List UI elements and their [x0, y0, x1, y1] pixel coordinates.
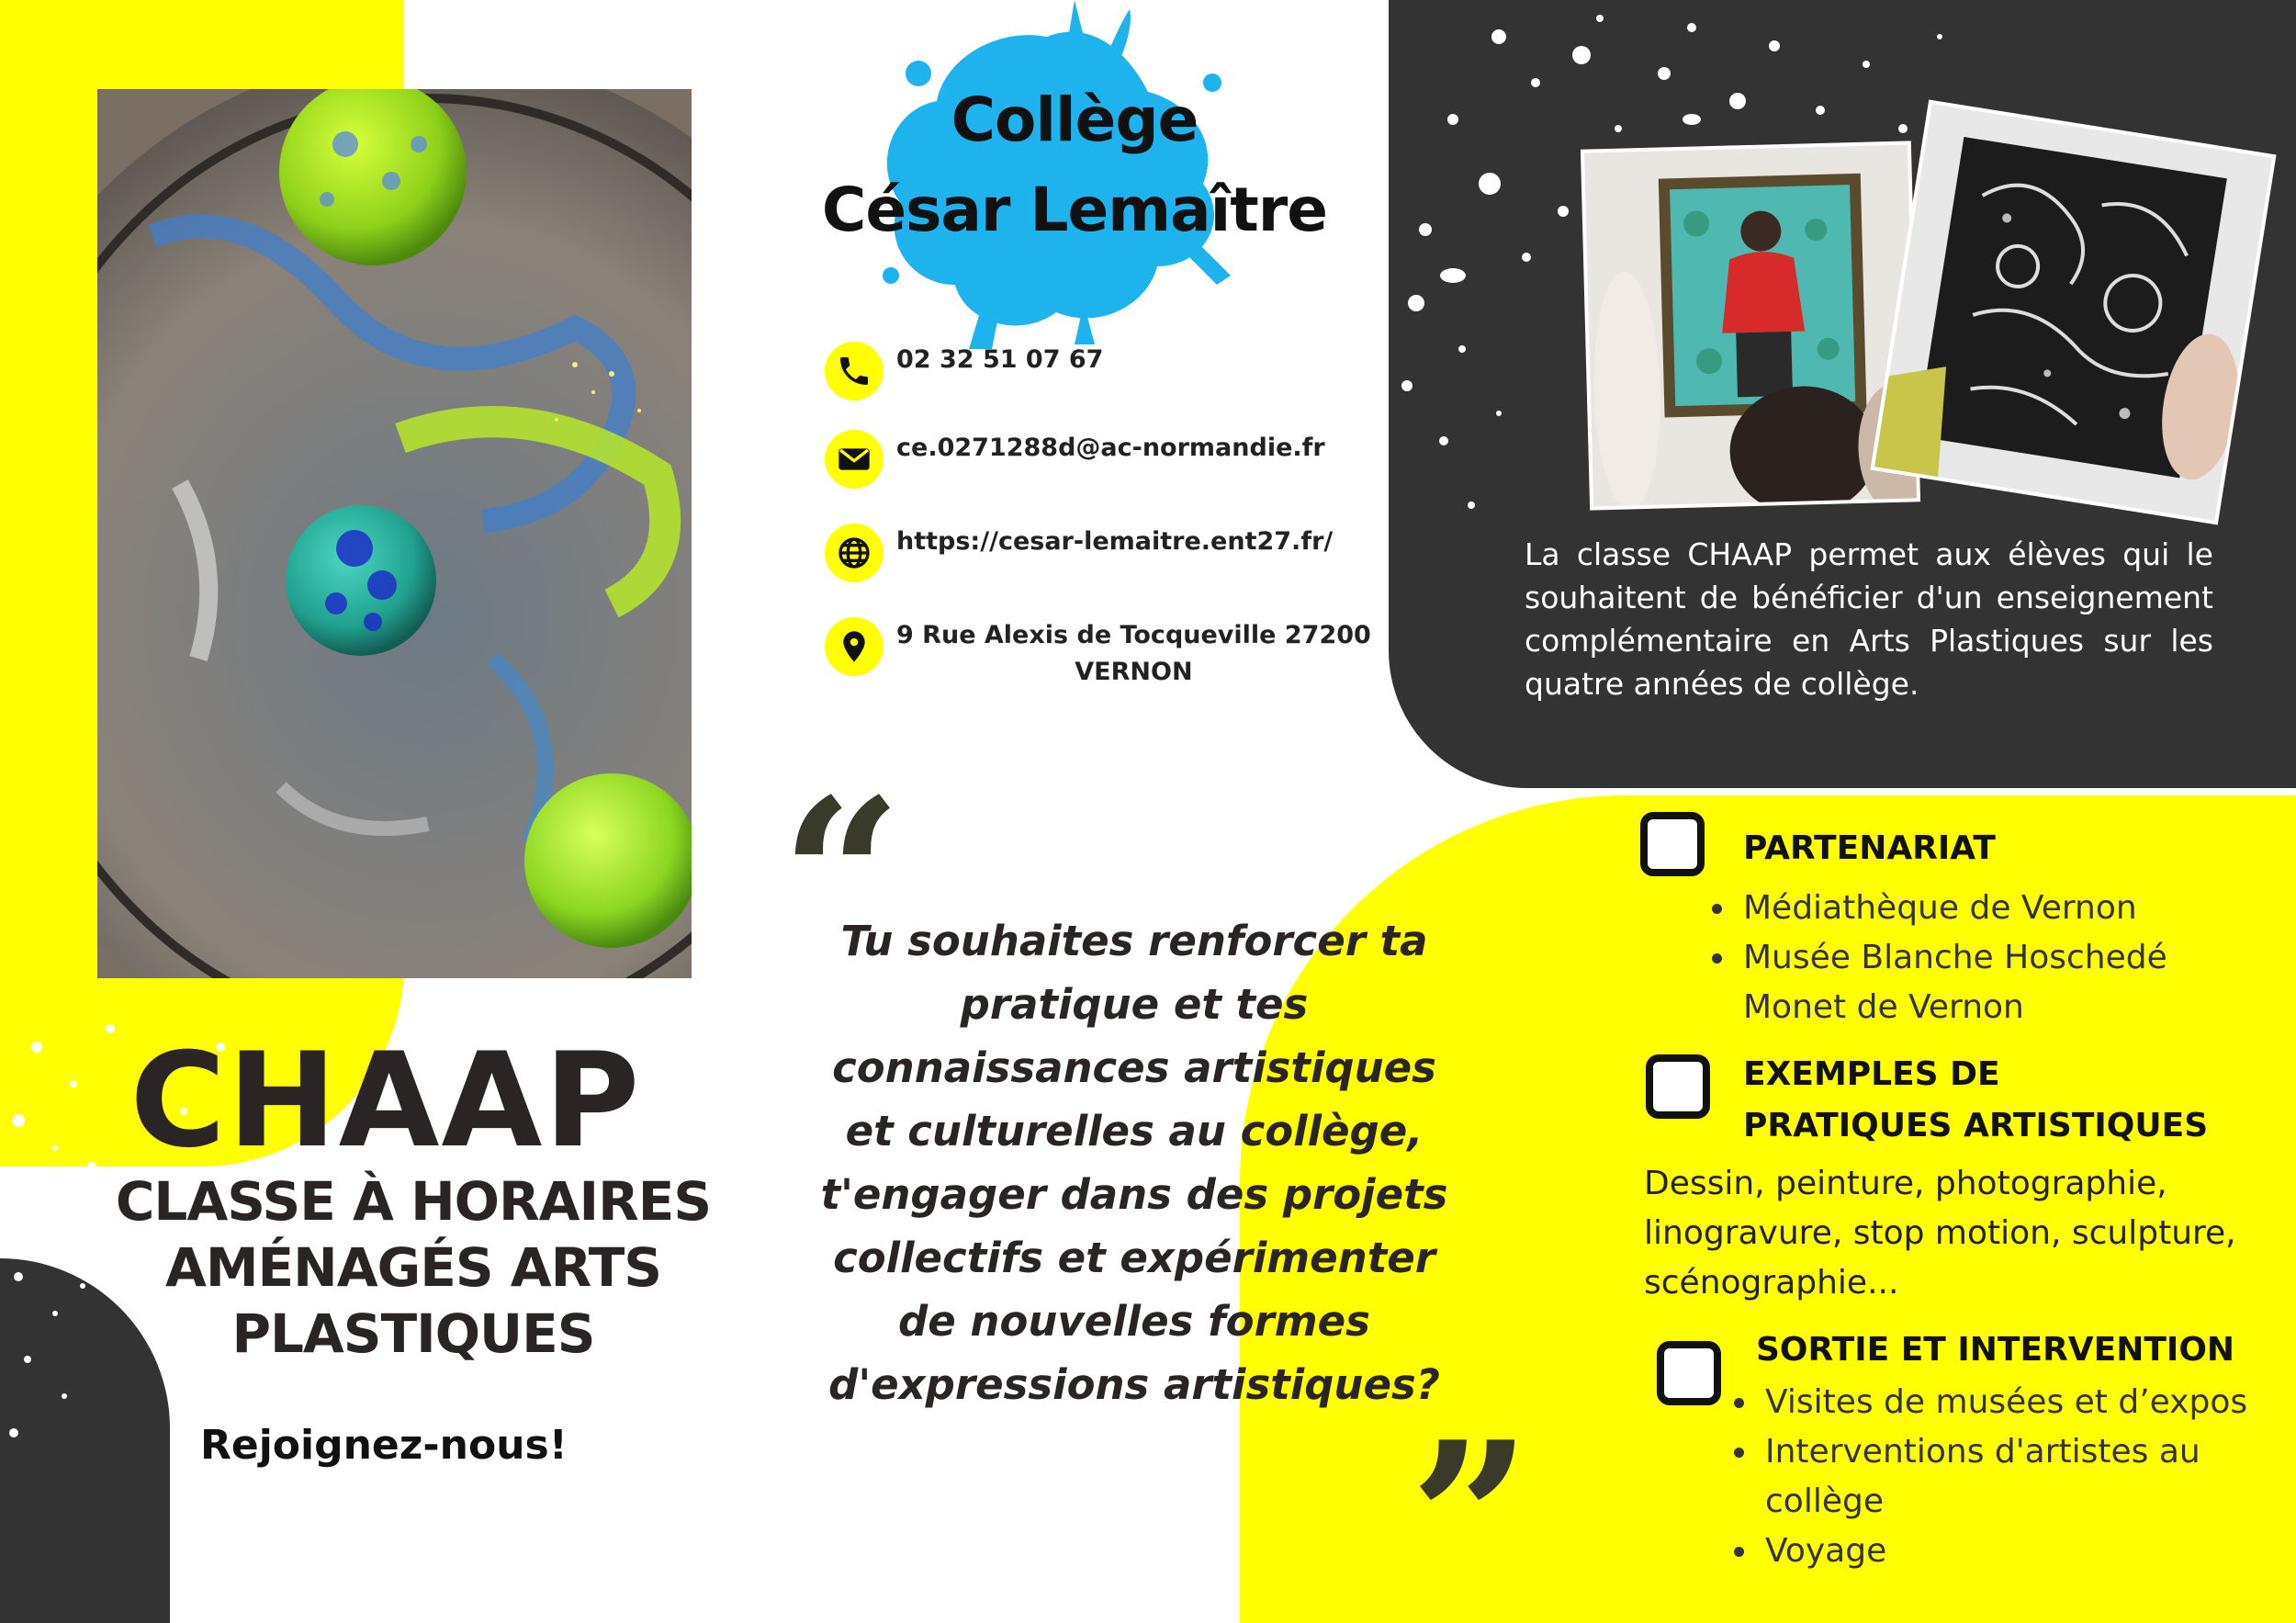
quote-line: pratique et tes [960, 980, 1309, 1029]
examples-heading-line: PRATIQUES ARTISTIQUES [1743, 1107, 2209, 1144]
quote-line: connaissances artistiques [832, 1043, 1436, 1092]
contact-address [825, 617, 1371, 691]
phone-number[interactable]: 02 32 51 07 67 [896, 345, 1104, 374]
partnership-heading: PARTENARIAT [1743, 829, 1996, 867]
quote-line: t'engager dans des projets [820, 1170, 1448, 1219]
program-subtitle-line: AMÉNAGÉS ARTS [164, 1236, 662, 1299]
program-subtitle-line: CLASSE À HORAIRES [115, 1170, 712, 1233]
address-line: VERNON [1075, 658, 1193, 686]
paint-balls-photo [97, 89, 692, 978]
call-to-action: Rejoignez-nous! [200, 1422, 568, 1469]
linocut-print-photo [1874, 104, 2272, 521]
program-description: La classe CHAAP permet aux élèves qui le souhaitent de bénéficier d'un enseignement complémentaire en Arts Plastiques sur les quatre années de collège. [1525, 536, 2213, 702]
quote-line: et culturelles au collège, [845, 1107, 1424, 1155]
contact-phone [825, 342, 1103, 400]
website-link[interactable]: https://cesar-lemaitre.ent27.fr/ [896, 527, 1334, 556]
globe-icon [825, 524, 884, 582]
quote-line: Tu souhaites renforcer ta [840, 917, 1428, 965]
partnership-checkbox[interactable] [1640, 812, 1705, 876]
examples-heading [1743, 1049, 2208, 1152]
map-pin-icon [825, 617, 884, 676]
contact-email [825, 430, 1325, 489]
examples-checkbox[interactable] [1646, 1054, 1710, 1119]
program-subtitle-line: PLASTIQUES [231, 1302, 595, 1365]
examples-heading-line: EXEMPLES DE [1743, 1055, 2000, 1093]
phone-icon [825, 342, 884, 400]
list-item: • Visites de musées et d’expos [1760, 1378, 2274, 1427]
list-item: • Médiathèque de Vernon [1738, 884, 2270, 933]
email-link[interactable]: ce.0271288d@ac-normandie.fr [896, 434, 1325, 462]
outings-checkbox[interactable] [1657, 1341, 1721, 1405]
address-text [896, 617, 1371, 691]
partnership-list [1701, 884, 2270, 1032]
program-subtitle [28, 1168, 799, 1367]
contact-website [825, 524, 1333, 582]
museum-visit-photo [1584, 144, 1917, 506]
list-item: • Interventions d'artistes au collège [1760, 1427, 2274, 1527]
quote-line: d'expressions artistiques? [828, 1360, 1440, 1409]
school-name-line: Collège [951, 85, 1199, 155]
quote-text [799, 909, 1469, 1416]
address-line: 9 Rue Alexis de Tocqueville 27200 [896, 621, 1371, 649]
list-item: • Voyage [1760, 1527, 2274, 1576]
close-quote-mark: ” [1410, 1396, 1532, 1623]
school-name [771, 75, 1378, 255]
open-quote-mark: “ [781, 753, 903, 1001]
quote-line: collectifs et expérimenter [833, 1234, 1435, 1282]
quote-line: de nouvelles formes [898, 1297, 1370, 1346]
envelope-icon [825, 430, 884, 489]
list-item: • Musée Blanche Hoschedé Monet de Vernon [1738, 933, 2270, 1032]
outings-list [1723, 1378, 2274, 1576]
school-name-line: César Lemaître [821, 175, 1328, 245]
examples-text: Dessin, peinture, photographie, linogravure, stop motion, sculpture, scénographie... [1644, 1165, 2236, 1302]
outings-heading: SORTIE ET INTERVENTION [1756, 1331, 2235, 1369]
program-title: CHAAP [129, 1025, 642, 1177]
